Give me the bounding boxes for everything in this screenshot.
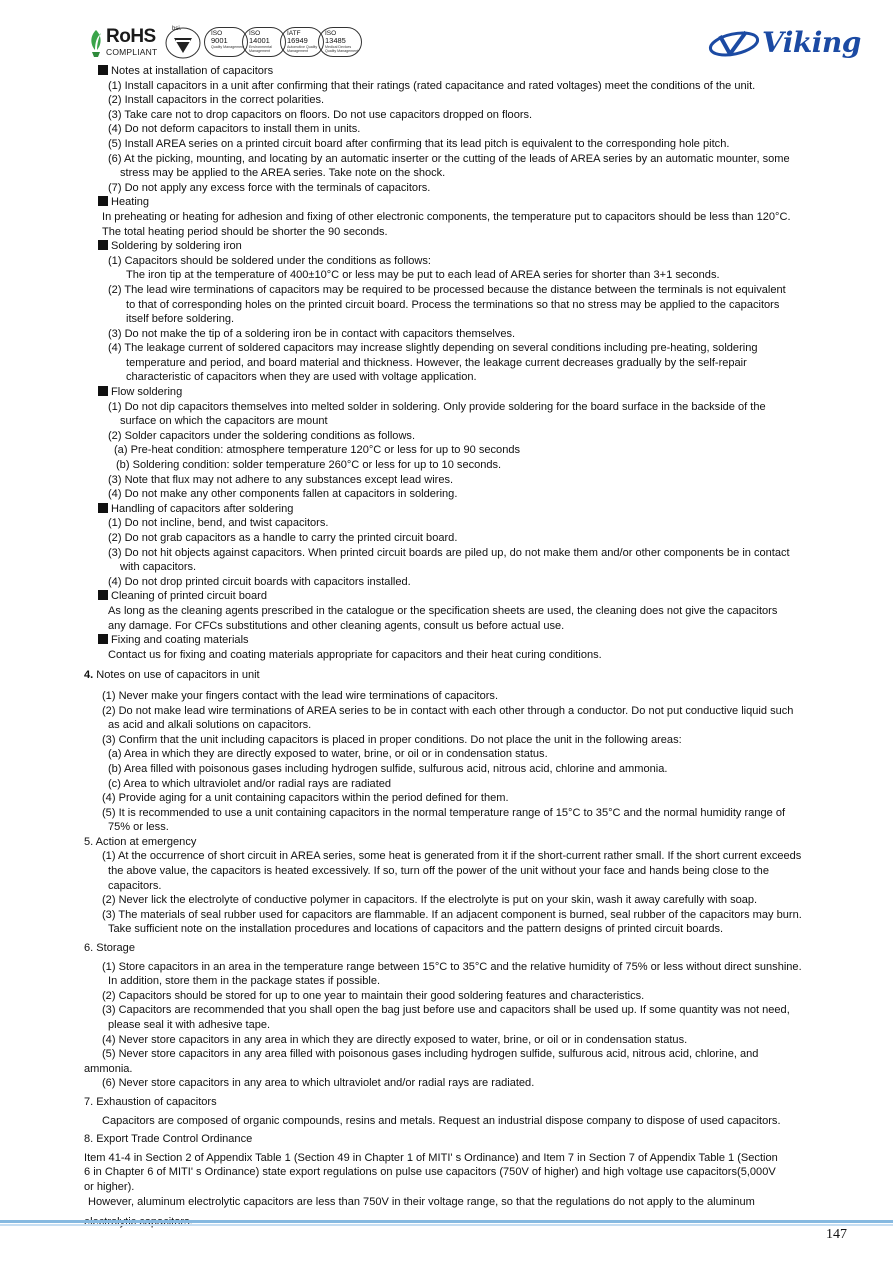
rohs-subtext: COMPLIANT — [106, 47, 158, 57]
brand-name: Viking — [762, 26, 861, 59]
page-number: 147 — [826, 1227, 847, 1242]
list-item: (3) Note that flux may not adhere to any substances except lead wires. — [108, 473, 454, 486]
square-bullet-icon — [98, 196, 108, 206]
section-7-heading: 7. Exhaustion of capacitors — [84, 1095, 217, 1108]
rohs-text: RoHS — [106, 26, 156, 47]
footer-divider — [0, 1220, 893, 1223]
list-item: (2) Do not make lead wire terminations of AREA series to be in contact with each other through a conductor. Do not put conductive liquid such — [102, 704, 794, 717]
list-item-continuation: to that of corresponding holes on the printed circuit board. Process the terminations so that no stress may be applied to the capacitors — [126, 298, 780, 311]
square-bullet-icon — [98, 590, 108, 600]
document-body — [84, 64, 856, 1230]
list-item-continuation: as acid and alkali solutions on capacitors. — [108, 719, 312, 732]
list-item-continuation: capacitors. — [108, 879, 162, 892]
square-bullet-icon — [98, 503, 108, 513]
paragraph: Contact us for fixing and coating materials appropriate for capacitors and their heat curing conditions. — [108, 648, 602, 661]
list-item-continuation: ammonia. — [84, 1062, 133, 1075]
section-4-heading — [84, 668, 856, 683]
paragraph: As long as the cleaning agents prescribed in the catalogue or the specification sheets are used, the cleaning does not give the capacitors — [108, 604, 778, 617]
list-item: (2) Do not grab capacitors as a handle to carry the printed circuit board. — [108, 532, 458, 544]
list-item: (4) Provide aging for a unit containing capacitors within the period defined for them. — [102, 792, 509, 805]
section-6-heading: 6. Storage — [84, 942, 135, 955]
section-5-heading: 5. Action at emergency — [84, 835, 197, 848]
footer-divider-light — [0, 1224, 893, 1226]
list-item: (3) Capacitors are recommended that you shall open the bag just before use and capacitors shall be used up. If some quantity was not need, — [102, 1004, 790, 1017]
list-item-continuation: In addition, store them in the package states if possible. — [108, 975, 381, 988]
viking-emblem-icon — [706, 26, 762, 60]
list-item-continuation: characteristic of capacitors when they are used with voltage application. — [126, 371, 477, 384]
list-item: (4) Do not make any other components fallen at capacitors in soldering. — [108, 488, 458, 501]
list-item: (7) Do not apply any excess force with the terminals of capacitors. — [108, 181, 431, 194]
section-number: 4. — [84, 669, 94, 682]
list-item: (1) Store capacitors in an area in the temperature range between 15°C to 35°C and the relative humidity of 75% or less without direct sunshine. — [102, 960, 802, 973]
list-item: (4) The leakage current of soldered capacitors may increase slightly depending on several conditions including pre-heating, soldering — [108, 342, 758, 355]
section-heading: Soldering by soldering iron — [84, 239, 856, 254]
list-item-continuation: temperature and period, and board material and thickness. However, the leakage current decreases gradually by the self-repair — [126, 356, 747, 369]
list-item-continuation: stress may be applied to the AREA series. Take note on the shock. — [120, 167, 446, 180]
list-item: (3) The materials of seal rubber used for capacitors are flammable. If an adjacent component is burned, seal rubber of the capacitors may burn. — [102, 908, 802, 921]
sub-list-item: (b) Soldering condition: solder temperature 260°C or less for up to 10 seconds. — [116, 459, 502, 472]
section-heading: Flow soldering — [84, 385, 856, 400]
bsi-mark-icon — [164, 26, 202, 60]
cert-iatf16949: IATF 16949 Automotive Quality Management — [280, 27, 324, 57]
section-title: Notes on use of capacitors in unit — [93, 669, 260, 682]
list-item: (5) It is recommended to use a unit containing capacitors in the normal temperature range of 15°C to 35°C and the normal humidity range of — [102, 806, 786, 819]
paragraph: Capacitors are composed of organic compounds, resins and metals. Request an industrial dispose company to dispose of used capacitors. — [102, 1114, 781, 1127]
square-bullet-icon — [98, 65, 108, 75]
list-item: (2) Never lick the electrolyte of conductive polymer in capacitors. If the electrolyte is put on your skin, wash it away carefully with soap. — [102, 894, 758, 907]
list-item: (2) Install capacitors in the correct polarities. — [108, 94, 325, 107]
paragraph: The total heating period should be shorter the 90 seconds. — [102, 225, 388, 238]
paragraph: or higher). — [84, 1180, 135, 1193]
list-item: (4) Do not deform capacitors to install them in units. — [108, 123, 361, 136]
list-item: (2) Solder capacitors under the soldering conditions as follows. — [108, 429, 416, 442]
sub-list-item: (c) Area to which ultraviolet and/or radial rays are radiated — [108, 777, 392, 790]
paragraph: 6 in Chapter 6 of MITI' s Ordinance) state export regulations on pulse use capacitors (750V of higher) and high voltage use capacitors(5,000V — [84, 1166, 776, 1179]
list-item: (5) Never store capacitors in any area filled with poisonous gases including hydrogen sulfide, sulfurous acid, nitrous acid, chlorine, and — [102, 1048, 759, 1061]
list-item-continuation: 75% or less. — [108, 821, 169, 834]
list-item: (3) Take care not to drop capacitors on floors. Do not use capacitors dropped on floors. — [108, 108, 533, 121]
rohs-logo — [88, 26, 160, 60]
list-item: (1) Do not dip capacitors themselves into melted solder in soldering. Only provide soldering for the board surface in the backside of the — [108, 400, 766, 413]
list-item: (6) Never store capacitors in any area to which ultraviolet and/or radial rays are radiated. — [102, 1077, 535, 1090]
list-item: (1) Do not incline, bend, and twist capacitors. — [108, 517, 329, 530]
list-item: (4) Do not drop printed circuit boards with capacitors installed. — [108, 575, 411, 588]
page-header — [0, 0, 893, 64]
section-heading: Fixing and coating materials — [84, 633, 856, 648]
section-heading: Cleaning of printed circuit board — [84, 589, 856, 604]
sub-list-item: (a) Pre-heat condition: atmosphere temperature 120°C or less for up to 90 seconds — [114, 444, 521, 457]
sub-list-item: (b) Area filled with poisonous gases including hydrogen sulfide, sulfurous acid, nitrous acid, chlorine and ammonia. — [108, 762, 668, 775]
cert-iso9001: ISO 9001 Quality Management — [204, 27, 248, 57]
sub-list-item: (a) Area in which they are directly exposed to water, brine, or oil or in condensation status. — [108, 748, 548, 761]
paragraph: Item 41-4 in Section 2 of Appendix Table 1 (Section 49 in Chapter 1 of MITI' s Ordinance) and Item 7 in Section 7 of Appendix Table 1 (Section — [84, 1151, 778, 1164]
list-item: (3) Confirm that the unit including capacitors is placed in proper conditions. Do not place the unit in the following areas: — [102, 733, 682, 746]
list-item: (1) Never make your fingers contact with the lead wire terminations of capacitors. — [102, 689, 499, 702]
square-bullet-icon — [98, 240, 108, 250]
paragraph: In preheating or heating for adhesion and fixing of other electronic components, the temperature put to capacitors should be less than 120°C. — [102, 210, 791, 223]
list-item: (4) Never store capacitors in any area in which they are directly exposed to water, brine, or oil or in condensation status. — [102, 1033, 688, 1046]
paragraph: However, aluminum electrolytic capacitors are less than 750V in their voltage range, so that the regulations do not apply to the aluminum — [88, 1195, 755, 1208]
section-heading: Handling of capacitors after soldering — [84, 502, 856, 517]
list-item: (3) Do not hit objects against capacitors. When printed circuit boards are piled up, do not make them and/or other components be in contact — [108, 546, 790, 559]
section-heading: Heating — [84, 195, 856, 210]
list-item: (3) Do not make the tip of a soldering iron be in contact with capacitors themselves. — [108, 327, 516, 340]
list-item-continuation: surface on which the capacitors are mount — [120, 415, 328, 428]
viking-logo — [706, 26, 861, 62]
list-item-continuation: Take sufficient note on the installation procedures and locations of capacitors and the pattern designs of printed circuit boards. — [108, 923, 724, 936]
cert-iso14001: ISO 14001 Environmental Management — [242, 27, 286, 57]
list-item: (2) Capacitors should be stored for up to one year to maintain their good soldering features and characteristics. — [102, 989, 645, 1002]
list-item-continuation: the above value, the capacitors is heated excessively. If so, turn off the power of the unit without your face and hands being close to the — [108, 865, 769, 878]
list-item: (6) At the picking, mounting, and locating by an automatic inserter or the cutting of the leads of AREA series by an automatic mounter, some — [108, 152, 790, 165]
list-item: (1) Install capacitors in a unit after confirming that their ratings (rated capacitance and rated voltages) meet the conditions of the unit. — [108, 79, 756, 92]
list-item: (1) At the occurrence of short circuit in AREA series, some heat is generated from it if the short-current rather small. If the short current exceeds — [102, 850, 802, 863]
list-item: (2) The lead wire terminations of capacitors may be required to be processed because the distance between the terminals is not equivalent — [108, 283, 786, 296]
list-item-continuation: The iron tip at the temperature of 400±10°C or less may be put to each lead of AREA series for shorter than 3+1 seconds. — [126, 269, 720, 282]
square-bullet-icon — [98, 634, 108, 644]
list-item-continuation: with capacitors. — [120, 561, 197, 574]
paragraph: any damage. For CFCs substitutions and other cleaning agents, consult us before actual use. — [108, 619, 565, 632]
leaf-icon — [88, 28, 104, 58]
bsi-label: bsi. — [172, 26, 182, 32]
cert-iso13485: ISO 13485 Medical Devices Quality Management — [318, 27, 362, 57]
section-8-heading: 8. Export Trade Control Ordinance — [84, 1133, 253, 1146]
list-item: (1) Capacitors should be soldered under the conditions as follows: — [108, 254, 431, 267]
list-item-continuation: itself before soldering. — [126, 313, 235, 326]
list-item-continuation: please seal it with adhesive tape. — [108, 1019, 271, 1031]
square-bullet-icon — [98, 386, 108, 396]
section-heading: Notes at installation of capacitors — [84, 64, 856, 79]
list-item: (5) Install AREA series on a printed circuit board after confirming that its lead pitch is equivalent to the corresponding hole pitch. — [108, 137, 730, 150]
